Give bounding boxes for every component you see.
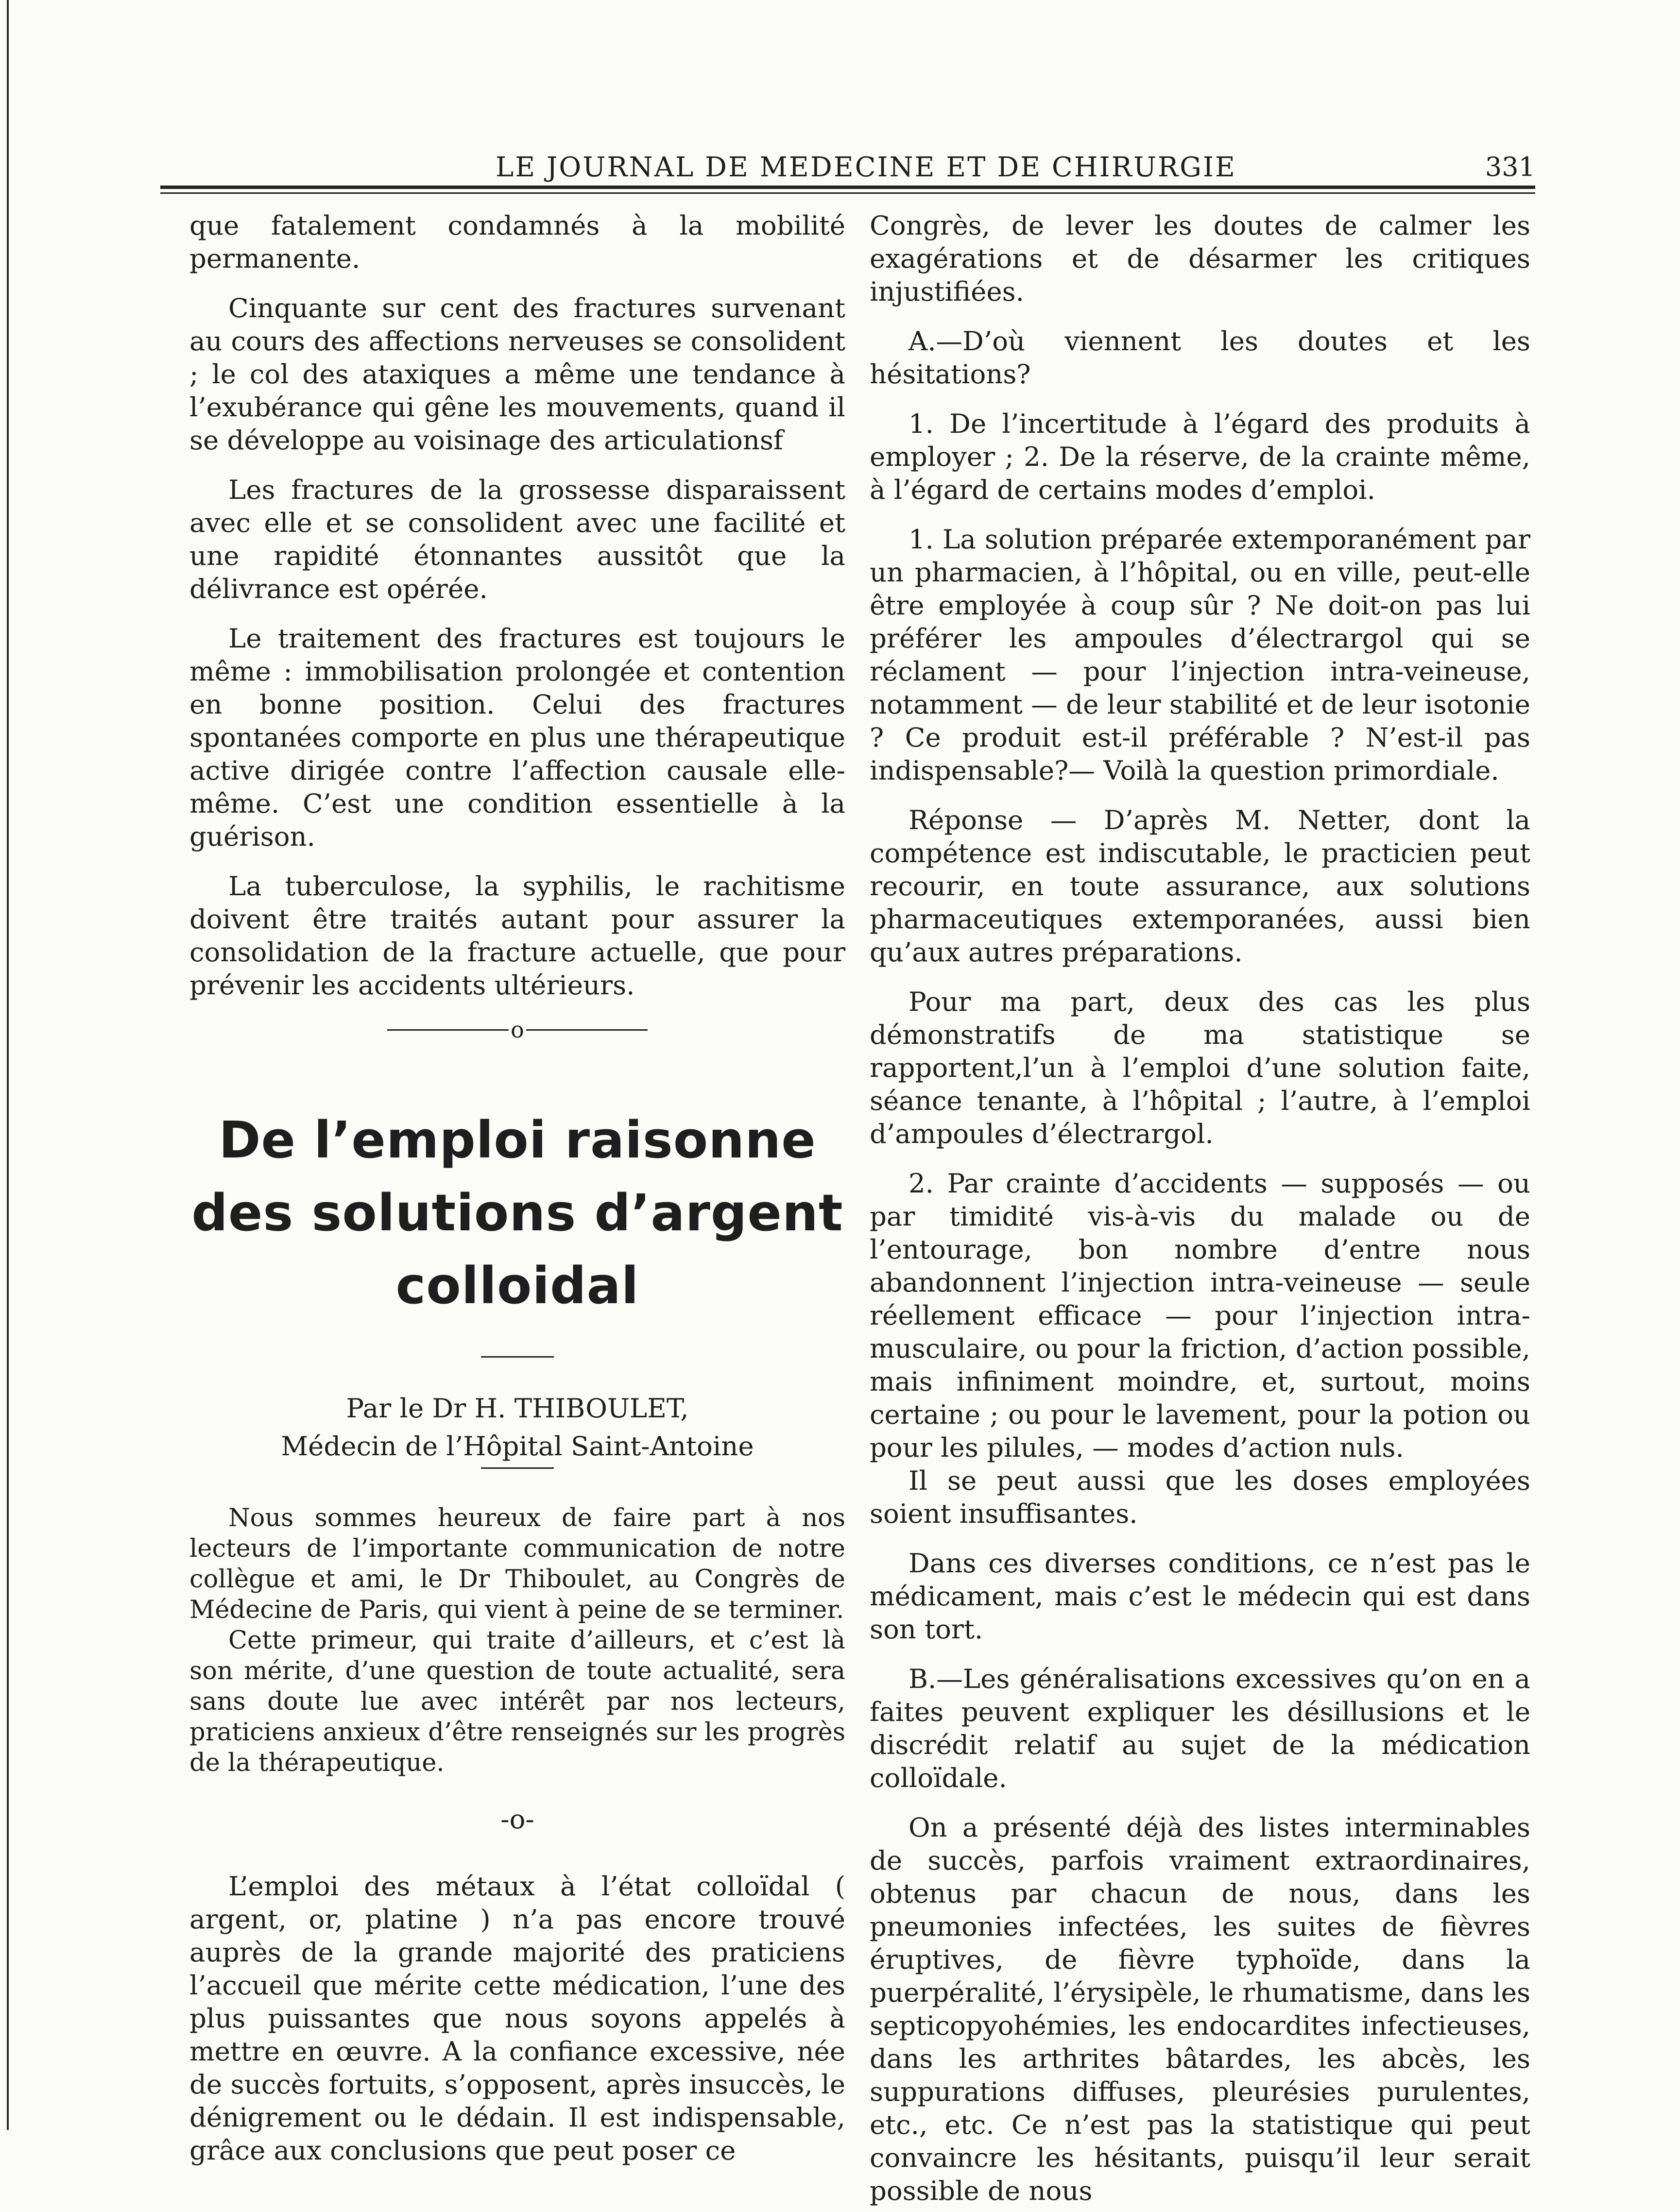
running-header [160, 146, 1535, 185]
author-line: Par le Dr H. THIBOULET, [346, 1393, 689, 1424]
paragraph: que fatalement condamnés à la mobilité permanente. [189, 210, 845, 274]
article-title: De l’emploi raisonne des solutions d’argent colloidal [191, 1110, 843, 1315]
paragraph: Congrès, de lever les doutes de calmer les exagérations et de désarmer les critiques injustifiées. [870, 210, 1530, 307]
paragraph: Il se peut aussi que les doses employées soient insuffisantes. [870, 1465, 1530, 1529]
paragraph: 1. De l’incertitude à l’égard des produits à employer ; 2. De la réserve, de la crainte même, à l’égard de certains modes d’emploi. [870, 408, 1530, 505]
journal-title: LE JOURNAL DE MEDECINE ET DE CHIRURGIE [496, 152, 1236, 183]
separator-line [526, 1029, 648, 1031]
paragraph: Le traitement des fractures est toujours le même : immobilisation prolongée et contention en bonne position. Celui des fractures spontanées comporte en plus une thérapeutique active dirigée contre l’affection causale elle-même. C’est une condition essentielle à la guérison. [189, 623, 845, 852]
header-rule-thick [160, 186, 1535, 189]
separator-line [387, 1029, 509, 1031]
separator-symbol: o [511, 1017, 524, 1043]
title-rule [481, 1356, 554, 1358]
right-column [870, 209, 1530, 2212]
paragraph: Réponse — D’après M. Netter, dont la compétence est indiscutable, le practicien peut recourir, en toute assurance, aux solutions pharmaceutiques extemporanées, aussi bien qu’aux autres préparations. [870, 804, 1530, 968]
paragraph: Cinquante sur cent des fractures survenant au cours des affections nerveuses se consolident ; le col des ataxiques a même une tendance à l’exubérance qui gêne les mouvements, quand il se développe au voisinage des articulationsf [189, 292, 845, 456]
paragraph: L’emploi des métaux à l’état colloïdal ( argent, or, platine ) n’a pas encore trouvé auprès de la grande majorité des praticiens l’accueil que mérite cette médication, l’une des plus puissantes que nous soyons appelés à mettre en œuvre. A la confiance excessive, née de succès fortuits, s’opposent, après insuccès, le dénigrement ou le dédain. Il est indispensable, grâce aux conclusions que peut poser ce [189, 1871, 845, 2166]
editor-note-paragraph: Nous sommes heureux de faire part à nos lecteurs de l’importante communication de notre collègue et ami, le Dr Thiboulet, au Congrès de Médecine de Paris, qui vient à peine de se terminer. [189, 1504, 845, 1624]
paragraph: 2. Par crainte d’accidents — supposés — ou par timidité vis-à-vis du malade ou de l’entourage, bon nombre d’entre nous abandonnent l’injection intra-veineuse — seule réellement efficace — pour l’injection intra-musculaire, ou pour la friction, d’action possible, mais infiniment moindre, et, surtout, moins certaine ; ou pour le lavement, pour la potion ou pour les pilules, — modes d’action nuls. [870, 1168, 1530, 1463]
paragraph: Pour ma part, deux des cas les plus démonstratifs de ma statistique se rapportent,l’un à l’emploi d’une solution faite, séance tenante, à l’hôpital ; l’autre, à l’emploi d’ampoules d’électrargol. [870, 986, 1530, 1149]
author-affiliation: Médecin de l’Hôpital Saint-Antoine [281, 1430, 754, 1462]
paragraph: 1. La solution préparée extemporanément par un pharmacien, à l’hôpital, ou en ville, peut-elle être employée à coup sûr ? Ne doit-on pas lui préférer les ampoules d’électrargol qui se réclament — pour l’injection intra-veineuse, notamment — de leur stabilité et de leur isotonie ? Ce produit est-il préférable ? N’est-il pas indispensable?— Voilà la question primordiale. [870, 524, 1530, 786]
section-heading-a: A.—D’où viennent les doutes et les hésitations? [870, 325, 1530, 390]
paragraph: La tuberculose, la syphilis, le rachitisme doivent être traités autant pour assurer la consolidation de la fracture actuelle, que pour prévenir les accidents ultérieurs. [189, 870, 845, 1001]
page-edge-rule [7, 0, 9, 2130]
editor-note-paragraph: Cette primeur, qui traite d’ailleurs, et c’est là son mérite, d’une question de toute actualité, sera sans doute lue avec intérêt par nos lecteurs, praticiens anxieux d’être renseignés sur les progrès de la thérapeutique. [189, 1626, 845, 1777]
paragraph: On a présenté déjà des listes interminables de succès, parfois vraiment extraordinaires, obtenus par chacun de nous, dans les pneumonies infectées, les suites de fièvres éruptives, de fièvre typhoïde, dans la puerpéralité, l’érysipèle, le rhumatisme, dans les septicopyohémies, les endocardites infectieuses, dans les arthrites bâtardes, les abcès, les suppurations diffuses, pleurésies purulentes, etc., etc. Ce n’est pas la statistique qui peut convaincre les hésitants, puisqu’il leur serait possible de nous [870, 1812, 1530, 2206]
left-column [189, 209, 845, 2172]
paragraph: Les fractures de la grossesse disparaissent avec elle et se consolident avec une facilité et une rapidité étonnantes aussitôt que la délivrance est opérée. [189, 474, 845, 604]
section-separator [189, 1011, 845, 1046]
header-rule-thin [160, 192, 1535, 194]
section-heading-b: B.—Les généralisations excessives qu’on en a faites peuvent expliquer les désillusions et le discrédit relatif au sujet de la médication colloïdale. [870, 1663, 1530, 1793]
page-number: 331 [1485, 152, 1535, 182]
intro-separator: -o- [500, 1804, 534, 1835]
paragraph: Dans ces diverses conditions, ce n’est pas le médicament, mais c’est le médecin qui est dans son tort. [870, 1548, 1530, 1645]
byline-rule [481, 1467, 554, 1469]
